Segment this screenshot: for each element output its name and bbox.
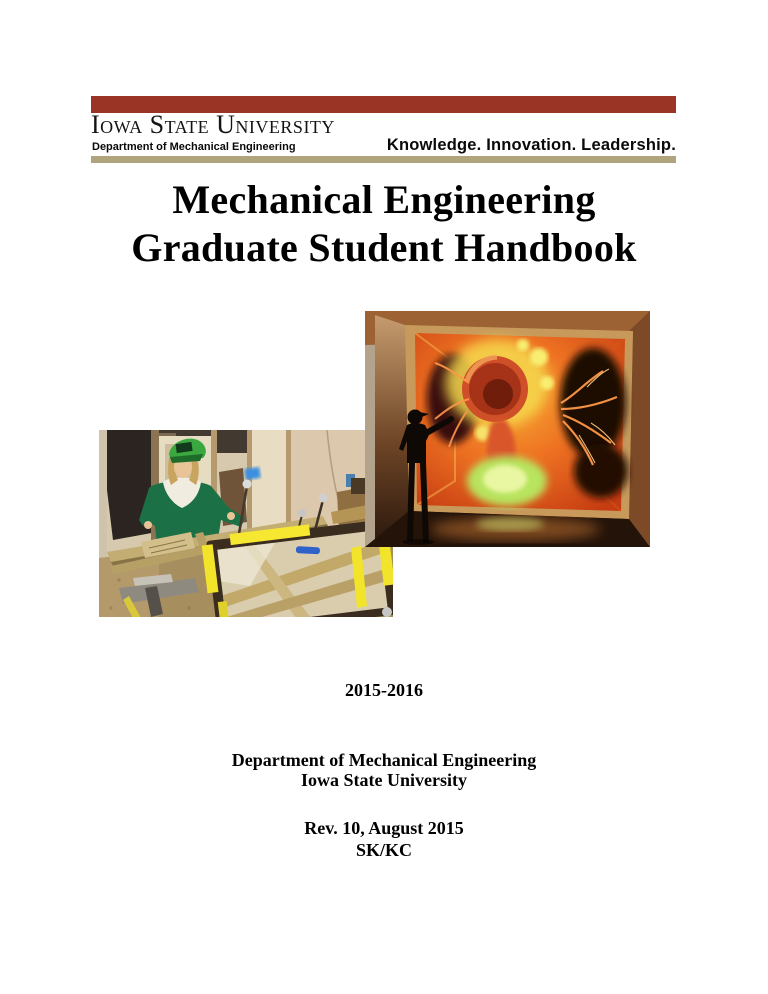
photo-student-illustration <box>99 430 393 617</box>
page-title-line-2: Graduate Student Handbook <box>131 225 637 270</box>
cover-department: Department of Mechanical Engineering <box>231 750 537 770</box>
cover-university: Iowa State University <box>301 770 467 790</box>
cover-revision: Rev. 10, August 2015 <box>304 818 464 838</box>
page-title-line-1: Mechanical Engineering <box>172 177 596 222</box>
page-title <box>0 176 768 272</box>
photo-student-truss-ar-tablet <box>99 430 393 617</box>
photo-vr-cave-illustration <box>365 311 650 547</box>
cover-initials: SK/KC <box>355 839 412 860</box>
cover-year: 2015-2016 <box>345 680 423 700</box>
letterhead-department-label: Department of Mechanical Engineering <box>92 141 296 153</box>
isu-wordmark: Iowa State University <box>91 110 335 139</box>
letterhead-tagline: Knowledge. Innovation. Leadership. <box>386 136 676 154</box>
cover-department-block <box>0 750 768 790</box>
cover-revision-block <box>0 818 768 861</box>
header-bottom-bar <box>91 156 676 163</box>
photo-vr-cave-projection <box>365 311 650 547</box>
